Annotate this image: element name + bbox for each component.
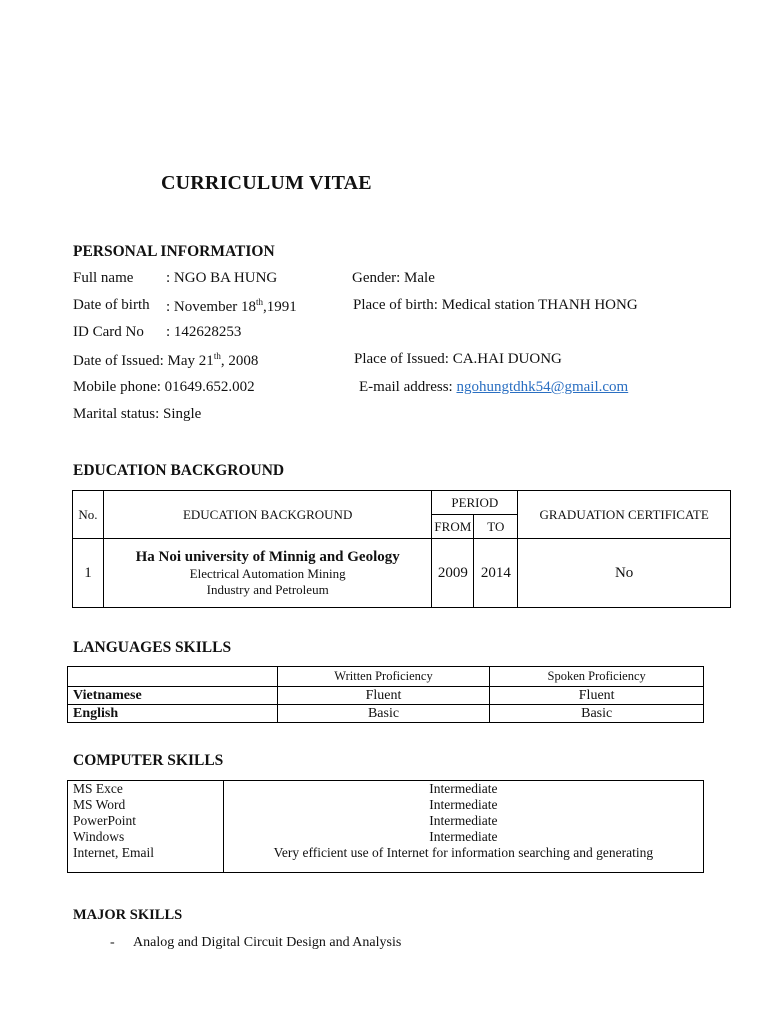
email-link[interactable]: ngohungtdhk54@gmail.com [456,379,629,395]
col-to: TO [474,515,518,539]
page-title: CURRICULUM VITAE [161,172,372,194]
col-from: FROM [432,515,474,539]
edu-major-line1: Electrical Automation Mining [189,565,346,581]
edu-to: 2014 [474,539,518,608]
table-row [68,813,704,829]
edu-cert: No [518,539,731,608]
id-card-value: : 142628253 [166,324,242,340]
full-name-value: : NGO BA HUNG [166,270,278,286]
date-issued: Date of Issued: May 21th, 2008 [73,351,259,369]
major-skill-item: Analog and Digital Circuit Design and Analysis [133,935,402,950]
place-issued: Place of Issued: CA.HAI DUONG [354,351,562,367]
col-period: PERIOD [432,491,518,515]
skill-name: Windows [68,829,224,845]
computer-heading: COMPUTER SKILLS [73,752,224,769]
table-row [68,797,704,813]
edu-school: Ha Noi university of Minnig and Geology [135,548,400,565]
table-row [68,687,704,705]
edu-from: 2009 [432,539,474,608]
skill-level: Intermediate [223,829,703,845]
table-row [68,829,704,845]
email-row [359,379,628,396]
skill-name: Internet, Email [68,845,224,873]
languages-heading: LANGUAGES SKILLS [73,639,232,656]
lang-header-empty [68,667,278,687]
col-no: No. [73,491,104,539]
skill-level: Intermediate [223,797,703,813]
personal-heading: PERSONAL INFORMATION [73,243,275,260]
lang-name: Vietnamese [68,687,278,705]
place-of-birth: Place of birth: Medical station THANH HONG [353,297,638,313]
lang-written: Basic [277,705,490,723]
edu-major-line2: Industry and Petroleum [206,581,329,597]
lang-name: English [68,705,278,723]
email-label: E-mail address: [359,379,453,395]
col-written: Written Proficiency [277,667,490,687]
languages-table [67,666,704,723]
computer-table [67,780,704,873]
lang-spoken: Fluent [490,687,704,705]
table-row [73,539,731,608]
table-row [68,705,704,723]
skill-level: Intermediate [223,781,703,798]
education-heading: EDUCATION BACKGROUND [73,462,285,479]
education-table [72,490,731,608]
skill-name: MS Exce [68,781,224,798]
full-name-label: Full name [73,270,134,286]
skill-level: Intermediate [223,813,703,829]
major-heading: MAJOR SKILLS [73,907,183,923]
skill-name: PowerPoint [68,813,224,829]
edu-no: 1 [73,539,104,608]
gender: Gender: Male [352,270,435,286]
skill-name: MS Word [68,797,224,813]
mobile-phone: Mobile phone: 01649.652.002 [73,379,255,395]
edu-detail [103,539,431,608]
table-row [68,781,704,798]
lang-written: Fluent [277,687,490,705]
dob-value: : November 18th,1991 [166,297,297,315]
skill-level: Very efficient use of Internet for information searching and generating [223,845,703,873]
table-row [68,845,704,873]
bullet-dash: - [110,935,115,950]
col-spoken: Spoken Proficiency [490,667,704,687]
col-education: EDUCATION BACKGROUND [103,491,431,539]
lang-spoken: Basic [490,705,704,723]
dob-label: Date of birth [73,297,150,313]
col-certificate: GRADUATION CERTIFICATE [518,491,731,539]
marital-status: Marital status: Single [73,406,202,422]
id-card-label: ID Card No [73,324,144,340]
